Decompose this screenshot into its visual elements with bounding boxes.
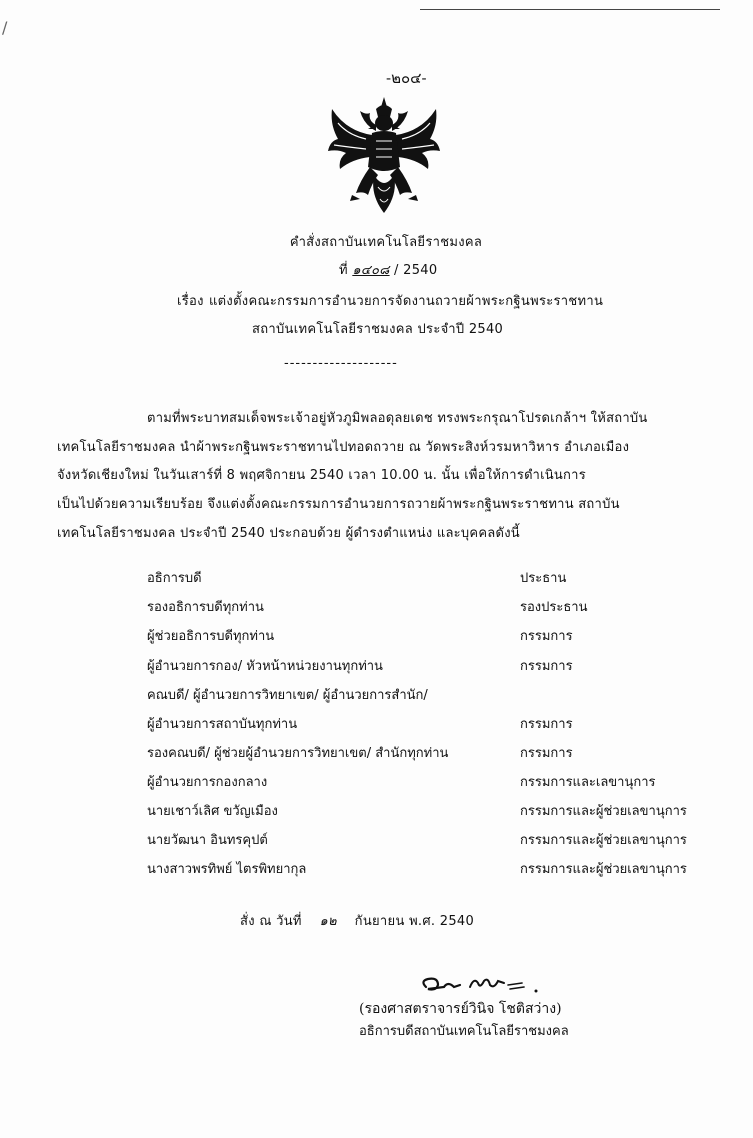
subject-label: เรื่อง	[177, 294, 204, 309]
committee-role: กรรมการ	[520, 717, 573, 732]
subject-text: แต่งตั้งคณะกรรมการอำนวยการจัดงานถวายผ้าพระกฐินพระราชทาน	[209, 294, 604, 309]
subject-line-2: สถาบันเทคโนโลยีราชมงคล ประจำปี 2540	[252, 322, 504, 337]
committee-position: ผู้ช่วยอธิการบดีทุกท่าน	[147, 629, 275, 644]
committee-position: ผู้อำนวยการกองกลาง	[147, 775, 268, 790]
committee-role: ประธาน	[520, 571, 567, 586]
committee-role: กรรมการและเลขานุการ	[520, 775, 656, 790]
date-prefix: สั่ง ณ วันที่	[240, 914, 302, 929]
committee-position: ผู้อำนวยการกอง/ หัวหน้าหน่วยงานทุกท่าน	[147, 659, 383, 674]
top-rule-line	[420, 9, 720, 10]
committee-position: นายเชาว์เลิศ ขวัญเมือง	[147, 804, 278, 819]
date-suffix: กันยายน พ.ศ. 2540	[354, 914, 475, 929]
committee-position: นางสาวพรทิพย์ ไตรพิทยากุล	[147, 862, 307, 877]
committee-position: นายวัฒนา อินทรคุปต์	[147, 833, 268, 848]
signer-name: (รองศาสตราจารย์วินิจ โชติสว่าง)	[359, 1001, 562, 1017]
body-line: เทคโนโลยีราชมงคล นำผ้าพระกฐินพระราชทานไปทอดถวาย ณ วัดพระสิงห์วรมหาวิหาร อำเภอเมือง	[57, 440, 630, 455]
issuer-heading: คำสั่งสถาบันเทคโนโลยีราชมงคล	[289, 235, 483, 250]
order-number	[339, 259, 437, 280]
date-day-handwritten: ๑๒	[319, 914, 337, 929]
order-number-handwritten: ๑๔๐๘	[352, 263, 390, 278]
committee-position: อธิการบดี	[147, 571, 202, 586]
page-number: -๒๐๔-	[386, 69, 427, 87]
committee-position: ผู้อำนวยการสถาบันทุกท่าน	[147, 717, 298, 732]
body-line: เป็นไปด้วยความเรียบร้อย จึงแต่งตั้งคณะกรรมการอำนวยการถวายผ้าพระกฐินพระราชทาน สถาบัน	[57, 497, 620, 512]
committee-role: กรรมการ	[520, 746, 573, 761]
committee-role: รองประธาน	[520, 600, 588, 615]
body-line: เทคโนโลยีราชมงคล ประจำปี 2540 ประกอบด้วย ผู้ดำรงตำแหน่ง และบุคคลดังนี้	[57, 526, 520, 541]
body-line: ตามที่พระบาทสมเด็จพระเจ้าอยู่หัวภูมิพลอดุลยเดช ทรงพระกรุณาโปรดเกล้าฯ ให้สถาบัน	[147, 411, 648, 426]
order-number-prefix: ที่	[339, 263, 348, 278]
committee-role: กรรมการและผู้ช่วยเลขานุการ	[520, 833, 687, 848]
divider-line: --------------------	[284, 356, 398, 371]
committee-role: กรรมการ	[520, 659, 573, 674]
committee-role: กรรมการและผู้ช่วยเลขานุการ	[520, 804, 687, 819]
committee-role: กรรมการ	[520, 629, 573, 644]
body-line: จังหวัดเชียงใหม่ ในวันเสาร์ที่ 8 พฤศจิกายน 2540 เวลา 10.00 น. นั้น เพื่อให้การดำเนินการ	[57, 468, 586, 483]
committee-position: รองอธิการบดีทุกท่าน	[147, 600, 264, 615]
order-number-year: / 2540	[394, 263, 438, 278]
committee-role: กรรมการและผู้ช่วยเลขานุการ	[520, 862, 687, 877]
order-date	[240, 910, 474, 931]
committee-position: รองคณบดี/ ผู้ช่วยผู้อำนวยการวิทยาเขต/ สำนักทุกท่าน	[147, 746, 449, 761]
corner-pen-mark: /	[2, 18, 8, 37]
committee-position: คณบดี/ ผู้อำนวยการวิทยาเขต/ ผู้อำนวยการสำนัก/	[147, 688, 428, 703]
signer-title: อธิการบดีสถาบันเทคโนโลยีราชมงคล	[359, 1024, 569, 1039]
garuda-emblem-icon	[326, 95, 442, 215]
handwritten-signature-icon	[414, 969, 554, 997]
